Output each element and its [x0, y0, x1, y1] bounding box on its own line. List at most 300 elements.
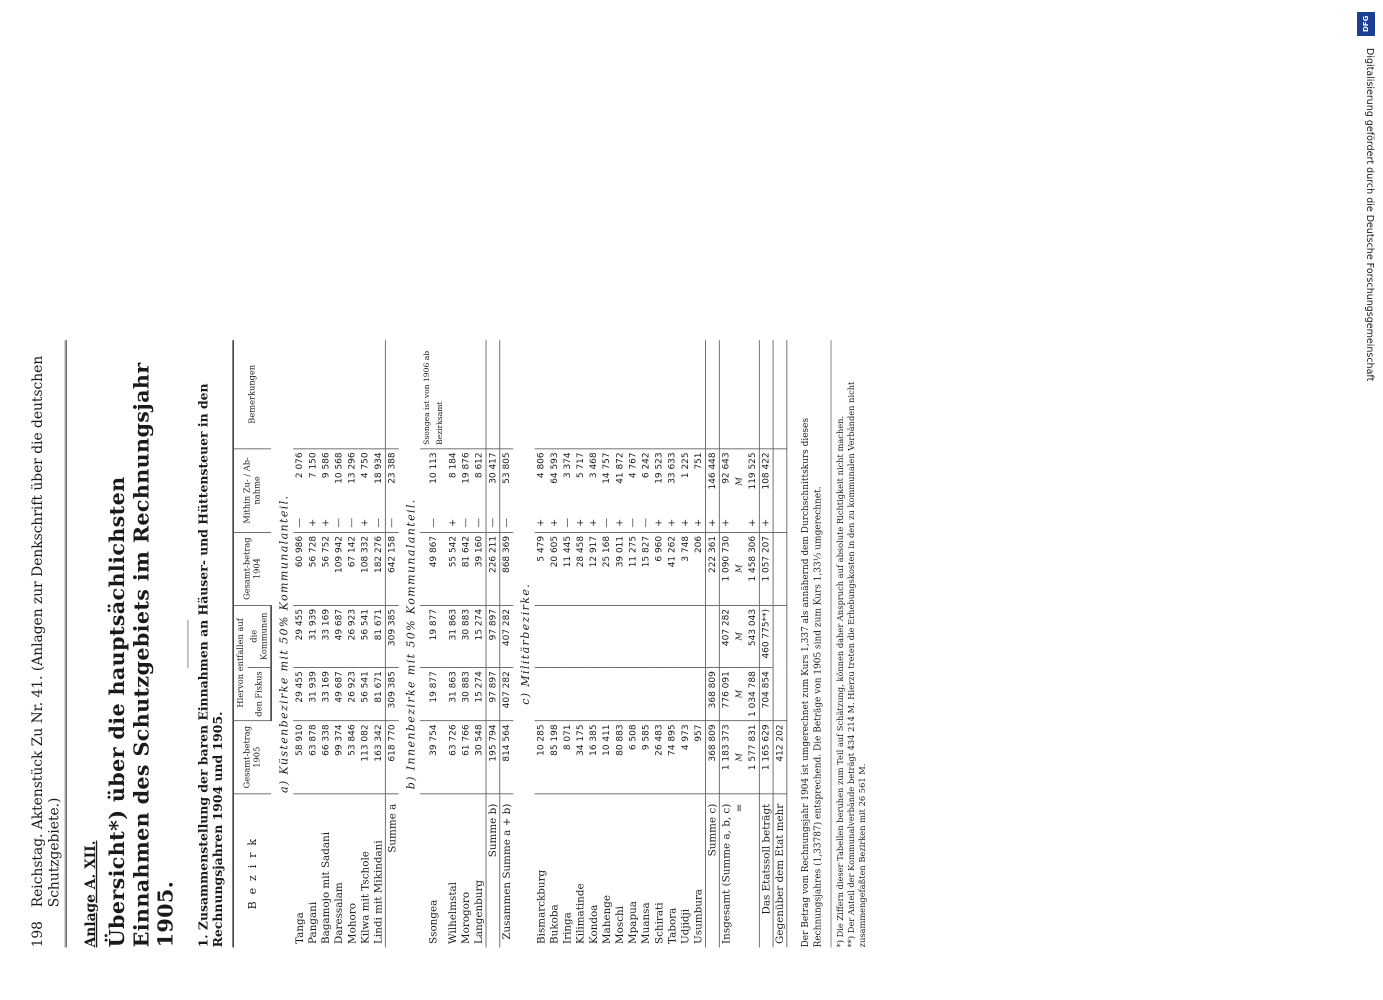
source-reference: Reichstag. Aktenstück Zu Nr. 41. (Anlagen zur Denkschrift über die deutschen Schutzgebiete.): [28, 355, 63, 908]
remark: [320, 340, 333, 448]
page-title: Übersicht*) über die hauptsächlichsten Einnahmen des Schutzgebiets im Rechnungsjahr 1905.: [105, 362, 178, 948]
empty: [773, 340, 787, 448]
row-label: Iringa: [561, 912, 574, 944]
value-1905: 10 285: [535, 721, 548, 794]
change-value: 4 767: [628, 452, 639, 479]
empty: [773, 449, 787, 514]
table-body: [271, 340, 787, 947]
total-row: [500, 340, 513, 947]
value-fiskus: [535, 667, 548, 720]
value-fiskus: 26 923: [346, 667, 359, 720]
section-heading: [399, 340, 420, 947]
col-kommunen: die Kommunen: [247, 605, 271, 667]
row-label: Mpapua: [626, 901, 640, 944]
value-kommunen: 15 274: [473, 605, 486, 667]
change-value: 33 633: [667, 452, 678, 484]
row-label: Mohoro: [345, 903, 359, 944]
change-sign: +: [574, 514, 587, 532]
change-value: 5 717: [575, 452, 586, 479]
value-fiskus: 97 897: [486, 667, 500, 720]
value-kommunen-mark: 543 043: [746, 605, 759, 667]
table-row: [320, 340, 333, 947]
value-fiskus: 56 541: [359, 667, 372, 720]
value-fiskus: 29 455: [293, 667, 306, 720]
remark: [333, 340, 346, 448]
change-value: 2 076: [294, 452, 306, 479]
remark: [386, 340, 399, 448]
change-value: 4 750: [360, 452, 371, 479]
value-1904: 3 748: [679, 532, 692, 605]
table-row: [372, 340, 385, 947]
change-value: 751: [693, 452, 704, 470]
table-row: [561, 340, 574, 947]
value-1905: 113 082: [359, 721, 372, 794]
table-row: [548, 340, 561, 947]
row-label: Summe b): [486, 794, 500, 948]
row-label: Bismarckburg: [534, 869, 548, 944]
value-surplus: 412 202: [773, 721, 787, 794]
empty: [773, 605, 787, 667]
value-fiskus: [640, 667, 653, 720]
change-value: 23 388: [386, 449, 399, 514]
remark: [760, 340, 774, 448]
unit-mark: M: [734, 477, 745, 486]
value-kommunen: 309 385: [386, 605, 399, 667]
value-1904: 25 168: [600, 532, 613, 605]
value-kommunen: 31 939: [307, 605, 320, 667]
change-sign: +: [679, 514, 692, 532]
value-fiskus: 31 863: [447, 667, 460, 720]
table-row: [293, 340, 306, 947]
change-value: 4 806: [536, 452, 547, 479]
col-mithin: Mithin Zu- / Ab- nahme: [233, 449, 271, 532]
change-value: 92 643: [720, 449, 733, 514]
change-sign: —: [561, 514, 574, 532]
value-kommunen: [574, 605, 587, 667]
value-kommunen: 30 883: [460, 605, 473, 667]
change-value: 14 757: [601, 452, 613, 484]
row-label: Morogoro: [459, 891, 473, 944]
value-fiskus: 704 854: [760, 667, 774, 720]
value-fiskus: 49 687: [333, 667, 346, 720]
value-1904: 109 942: [333, 532, 346, 605]
value-1905: 1 165 629: [760, 721, 774, 794]
change-sign: +: [320, 514, 333, 532]
value-1904-mark: 1 458 306: [746, 532, 759, 605]
value-1904: 39 160: [473, 532, 486, 605]
value-fiskus-mark: 1 034 788: [746, 667, 759, 720]
sum-row: [386, 340, 399, 947]
value-1904: 28 458: [574, 532, 587, 605]
value-kommunen: [666, 605, 679, 667]
table-row: [460, 340, 473, 947]
remark: [548, 340, 561, 448]
value-fiskus: 81 671: [372, 667, 385, 720]
table-row: [614, 340, 627, 947]
appendix-label: Anlage A. XII.: [82, 840, 99, 948]
value-kommunen: 407 282: [500, 605, 513, 667]
value-kommunen: 407 282: [720, 605, 733, 667]
remark: [486, 340, 500, 448]
footnote-1: *) Die Ziffern dieser Tabellen beruhen zum Teil auf Schätzung, können daher Anspruch auf absolute Richtigkeit nicht machen.: [835, 415, 846, 948]
col-gesamt-1904: Gesamt-betrag 1904: [233, 532, 271, 605]
value-1904: 11 275: [627, 532, 640, 605]
value-1904: 81 642: [460, 532, 473, 605]
change-value: 108 422: [760, 449, 774, 514]
remark: [460, 340, 473, 448]
remark: [627, 340, 640, 448]
table-row: [692, 340, 705, 947]
table-row: [359, 340, 372, 947]
empty: [773, 514, 787, 532]
change-sign: —: [627, 514, 640, 532]
value-1904: 6 960: [653, 532, 666, 605]
change-sign: +: [692, 514, 705, 532]
value-1904: 20 605: [548, 532, 561, 605]
row-label: Kilimatinde: [574, 883, 587, 944]
grand-total-row: [720, 340, 733, 947]
sum-row: [486, 340, 500, 947]
change-value: 10 113: [428, 452, 439, 484]
value-kommunen: [548, 605, 561, 667]
value-kommunen: [706, 605, 720, 667]
change-sign: +: [706, 514, 720, 532]
value-kommunen: [600, 605, 613, 667]
remark: [666, 340, 679, 448]
row-label: Zusammen Summe a + b): [500, 794, 513, 948]
change-sign: —: [333, 514, 346, 532]
value-kommunen: 29 455: [293, 605, 306, 667]
surplus-row: [773, 340, 787, 947]
value-1904: 222 361: [706, 532, 720, 605]
table-row: [627, 340, 640, 947]
value-kommunen: 97 897: [486, 605, 500, 667]
value-kommunen: [653, 605, 666, 667]
title-divider: [188, 620, 189, 668]
unit-mark: M: [733, 667, 746, 720]
change-value: 19 523: [654, 452, 665, 484]
value-fiskus: 33 169: [320, 667, 333, 720]
row-label: Tabora: [666, 907, 679, 944]
value-1905: 618 770: [386, 721, 399, 794]
change-value: 18 934: [373, 452, 384, 484]
value-kommunen: 56 541: [359, 605, 372, 667]
row-label: Das Etatssoll beträgt: [760, 794, 774, 948]
remark: [692, 340, 705, 448]
change-value: 13 296: [347, 452, 358, 484]
value-1904: 55 542: [447, 532, 460, 605]
remark: [346, 340, 359, 448]
value-1904: 868 369: [500, 532, 513, 605]
value-1905: 4 973: [679, 721, 692, 794]
change-sign: +: [587, 514, 600, 532]
remark: [500, 340, 513, 448]
credit-text: Digitalisierung gefördert durch die Deutsche Forschungsgemeinschaft: [1364, 48, 1375, 382]
value-kommunen: [587, 605, 600, 667]
value-kommunen: [679, 605, 692, 667]
remark: [307, 340, 320, 448]
change-sign: —: [640, 514, 653, 532]
value-fiskus: 407 282: [500, 667, 513, 720]
digitization-credit-strip: [1353, 8, 1377, 992]
value-fiskus: [561, 667, 574, 720]
change-sign: —: [500, 514, 513, 532]
page-number: 198: [28, 921, 46, 948]
value-fiskus: 31 939: [307, 667, 320, 720]
col-gesamt-1905: Gesamt-betrag 1905: [233, 721, 271, 794]
value-1905: 63 878: [307, 721, 320, 794]
value-1905: 58 910: [293, 721, 306, 794]
change-sign: +: [535, 514, 548, 532]
empty: [746, 794, 759, 948]
footnote-exchange-rate: Der Betrag vom Rechnungsjahr 1904 ist umgerechnet zum Kurs 1,337 als annähernd dem Durchschnittskurs dieses Rechnungsjahres (1,33787) entsprechend. Die Beträge von 1905 sind zum Kurs 1,33⅓ umgerechnet.: [800, 417, 824, 948]
change-value: 8 612: [474, 452, 485, 479]
col-hiervon: Hiervon entfallen auf: [233, 605, 247, 720]
change-sign: —: [386, 514, 399, 532]
tax-revenue-table: [232, 340, 787, 947]
remark: [679, 340, 692, 448]
row-label: Tanga: [293, 912, 306, 944]
value-1904: 15 827: [640, 532, 653, 605]
row-label: Wilhelmstal: [446, 882, 460, 944]
remark: [574, 340, 587, 448]
change-value: 41 872: [614, 452, 626, 484]
table-row: [679, 340, 692, 947]
table-row: [600, 340, 613, 947]
empty: [773, 532, 787, 605]
value-1905: 10 411: [600, 721, 613, 794]
value-1904: 1 090 730: [720, 532, 733, 605]
row-label: Muansa: [639, 902, 653, 944]
row-label: Schirati: [652, 902, 666, 944]
running-header: [29, 340, 67, 947]
change-sign: +: [720, 514, 733, 532]
value-1905: 16 385: [587, 721, 600, 794]
row-label: Usumbura: [692, 889, 705, 944]
value-1905: 63 726: [447, 721, 460, 794]
etat-row: [760, 340, 774, 947]
value-1905: 34 175: [574, 721, 587, 794]
value-fiskus: 776 091: [720, 667, 733, 720]
value-fiskus: [653, 667, 666, 720]
value-1904: 49 867: [420, 532, 446, 605]
value-fiskus: 368 809: [706, 667, 720, 720]
table-row: [346, 340, 359, 947]
change-sign: —: [420, 514, 446, 532]
value-1905: 99 374: [333, 721, 346, 794]
value-kommunen: 26 923: [346, 605, 359, 667]
change-sign: +: [653, 514, 666, 532]
value-1904: 41 262: [666, 532, 679, 605]
change-value: 3 374: [562, 452, 573, 479]
change-value: 9 586: [321, 452, 332, 479]
value-1904: 226 211: [486, 532, 500, 605]
change-value-mark: 119 525: [746, 449, 759, 514]
row-label: Kondoa: [587, 904, 600, 944]
value-1904: 56 752: [320, 532, 333, 605]
value-1905: 368 809: [706, 721, 720, 794]
value-kommunen: [640, 605, 653, 667]
value-1905: 39 754: [420, 721, 446, 794]
table-row: [666, 340, 679, 947]
change-value: 10 568: [334, 452, 345, 484]
change-value: 1 225: [680, 452, 691, 479]
remark: Ssongea ist von 1906 ab Bezirksamt: [420, 340, 446, 448]
remark: [473, 340, 486, 448]
value-1904: 60 986: [293, 532, 306, 605]
value-1905: 9 585: [640, 721, 653, 794]
change-value: 19 876: [461, 452, 472, 484]
remark: [746, 340, 759, 448]
value-1905: 85 198: [548, 721, 561, 794]
value-1904: 1 057 207: [760, 532, 774, 605]
col-bemerkungen: Bemerkungen: [233, 340, 271, 448]
change-value: 3 468: [588, 452, 600, 479]
change-value: 6 242: [641, 452, 652, 479]
table-row: [535, 340, 548, 947]
empty: [733, 340, 746, 448]
change-sign: —: [372, 514, 385, 532]
remark: [535, 340, 548, 448]
unit-row: [733, 340, 746, 947]
value-1904: 39 011: [614, 532, 627, 605]
table-row: [447, 340, 460, 947]
value-1904: 56 728: [307, 532, 320, 605]
value-fiskus: [627, 667, 640, 720]
change-sign: —: [473, 514, 486, 532]
remark: [614, 340, 627, 448]
value-1904: 11 445: [561, 532, 574, 605]
remark: [293, 340, 306, 448]
unit-mark: M: [733, 721, 746, 794]
value-fiskus: 30 883: [460, 667, 473, 720]
value-1905: 53 846: [346, 721, 359, 794]
value-1905: 26 483: [653, 721, 666, 794]
empty: [733, 514, 746, 532]
change-sign: +: [666, 514, 679, 532]
change-sign: +: [307, 514, 320, 532]
section-heading: [271, 340, 293, 947]
value-fiskus: 309 385: [386, 667, 399, 720]
value-1904: 182 276: [372, 532, 385, 605]
value-kommunen: 460 775**): [760, 605, 774, 667]
value-1905: 814 564: [500, 721, 513, 794]
remark: [587, 340, 600, 448]
value-1904: 5 479: [535, 532, 548, 605]
document-page: [22, 313, 947, 975]
table-row: [587, 340, 600, 947]
mark-total-row: [746, 340, 759, 947]
value-1904: 67 142: [346, 532, 359, 605]
remark: [372, 340, 385, 448]
remark: [720, 340, 733, 448]
value-fiskus: [600, 667, 613, 720]
value-kommunen: 81 671: [372, 605, 385, 667]
value-kommunen: 19 877: [420, 605, 446, 667]
value-1904: 642 158: [386, 532, 399, 605]
change-sign: +: [614, 514, 627, 532]
value-fiskus: [692, 667, 705, 720]
change-value: 7 150: [307, 452, 319, 479]
remark: [359, 340, 372, 448]
value-kommunen: [535, 605, 548, 667]
footnotes: [831, 340, 868, 947]
unit-mark: M: [733, 532, 746, 605]
section-heading: [514, 340, 535, 947]
table-row: [307, 340, 320, 947]
change-sign: —: [486, 514, 500, 532]
change-sign: —: [293, 514, 306, 532]
change-sign: —: [600, 514, 613, 532]
value-1905: 74 895: [666, 721, 679, 794]
value-1904: 206: [692, 532, 705, 605]
remark: [561, 340, 574, 448]
remark: [653, 340, 666, 448]
row-label: Gegenüber dem Etat mehr: [773, 794, 787, 948]
section-title: c) Militärbezirke.: [519, 582, 533, 705]
value-1905: 1 183 373: [720, 721, 733, 794]
value-1905: 66 338: [320, 721, 333, 794]
table-row: [640, 340, 653, 947]
remark: [640, 340, 653, 448]
value-1905: 163 342: [372, 721, 385, 794]
remark: [447, 340, 460, 448]
value-kommunen: 31 863: [447, 605, 460, 667]
change-value: 146 448: [706, 449, 720, 514]
value-1905: 957: [692, 721, 705, 794]
value-1905: 30 548: [473, 721, 486, 794]
col-fiskus: den Fiskus: [247, 667, 271, 720]
value-fiskus: [548, 667, 561, 720]
row-label: Langenburg: [472, 879, 486, 944]
table-row: [473, 340, 486, 947]
value-fiskus: [666, 667, 679, 720]
value-1905: 61 766: [460, 721, 473, 794]
table-row: [420, 340, 446, 947]
value-fiskus: 15 274: [473, 667, 486, 720]
row-label: Ssongea: [426, 899, 440, 944]
value-fiskus: [574, 667, 587, 720]
change-sign: +: [760, 514, 774, 532]
value-1905: 8 071: [561, 721, 574, 794]
value-kommunen: [614, 605, 627, 667]
row-label: Summe c): [706, 794, 720, 948]
footnote-2: **) Der Anteil der Kommunalverbände beträgt 434 214 M. Hierzu treten die Erhebungskosten in den zu kommunalen Verbänden nicht zusammengefaßten Bezirken mit 26 561 M.: [846, 381, 868, 948]
value-kommunen: 49 687: [333, 605, 346, 667]
value-1905-mark: 1 577 831: [746, 721, 759, 794]
change-sign: +: [359, 514, 372, 532]
change-sign: +: [746, 514, 759, 532]
remark: [600, 340, 613, 448]
row-label: Bagamojo mit Sadani: [319, 831, 333, 944]
change-value: 8 184: [447, 452, 459, 479]
equals-sign: =: [732, 803, 746, 813]
table-row: [574, 340, 587, 947]
section-title: b) Innenbezirke mit 50% Kommunalanteil.: [404, 498, 418, 790]
change-sign: +: [548, 514, 561, 532]
value-1905: 195 794: [486, 721, 500, 794]
row-label: Moschi: [613, 906, 627, 944]
dfg-logo: DFG: [1357, 12, 1375, 36]
value-fiskus: [587, 667, 600, 720]
row-label: Insgesamt (Summe a, b, c): [720, 794, 733, 948]
unit-mark: M: [733, 605, 746, 667]
row-label: Daressalam: [332, 882, 346, 944]
value-kommunen: [561, 605, 574, 667]
col-bezirk: Bezirk: [233, 794, 271, 948]
table-row: [333, 340, 346, 947]
row-label: Summe a: [386, 794, 399, 948]
